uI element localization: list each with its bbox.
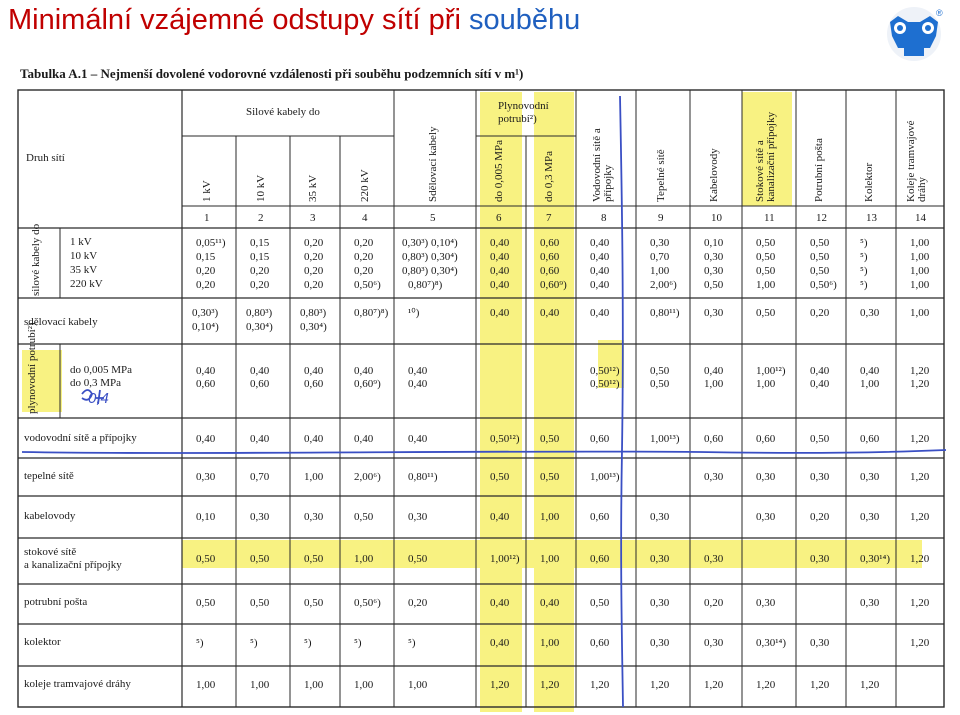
table-cell: ⁵) [354, 637, 362, 649]
column-number: 1 [204, 212, 210, 224]
row-label-35kv: 35 kV [70, 264, 98, 276]
table-cell: 0,30 [650, 637, 670, 649]
table-cell: 0,30 [860, 511, 880, 523]
table-cell: 0,60⁹) [540, 279, 567, 291]
table-cell: 1,20 [810, 679, 830, 691]
table-cell: 0,40 [590, 251, 610, 263]
table-cell: 1,20 [910, 637, 930, 649]
table-cell: ⁵) [860, 237, 868, 249]
table-cell: 1,20 [704, 679, 724, 691]
table-cell: 1,00 [860, 378, 880, 390]
table-cell: 0,60 [704, 433, 724, 445]
table-cell: 0,50 [650, 365, 670, 377]
table-cell: 0,50 [250, 597, 270, 609]
column-header: Kolektor [863, 162, 875, 202]
table-cell: 0,50 [540, 433, 560, 445]
table-cell: 0,50 [756, 237, 776, 249]
column-number: 11 [764, 212, 775, 224]
table-cell: 0,80⁷)⁸) [408, 279, 443, 291]
table-cell: 0,30 [704, 265, 724, 277]
table-cell: 0,20 [304, 251, 324, 263]
table-cell: 0,40 [490, 265, 510, 277]
table-cell: 0,40 [490, 307, 510, 319]
table-cell: 0,20 [354, 251, 374, 263]
table-cell: 0,20 [250, 265, 270, 277]
table-cell: 1,00 [354, 553, 374, 565]
table-cell: 0,40 [304, 365, 324, 377]
table-cell: 0,30 [650, 237, 670, 249]
column-header: Kabelovody [708, 148, 720, 202]
table-cell: 0,40 [250, 433, 270, 445]
table-cell: 1,20 [590, 679, 610, 691]
table-cell: 0,50 [540, 471, 560, 483]
table-cell: 0,20 [304, 237, 324, 249]
table-cell: 1,00 [540, 511, 560, 523]
table-cell: ¹⁰) [408, 307, 420, 319]
table-cell: 1,20 [910, 433, 930, 445]
table-cell: ⁵) [196, 637, 204, 649]
row-label-tepelne: tepelné sítě [24, 470, 74, 482]
row-label-stokove-1: stokové sítě [24, 546, 77, 558]
table-cell: 0,50¹²) [590, 378, 620, 390]
column-header: 10 kV [255, 174, 267, 202]
table-cell: 0,60 [540, 265, 560, 277]
table-cell: 1,00 [540, 637, 560, 649]
table-cell: 1,00 [650, 265, 670, 277]
table-cell: 1,20 [540, 679, 560, 691]
row-label-kabelovody: kabelovody [24, 510, 76, 522]
table-cell: 0,70 [250, 471, 270, 483]
table-cell: 0,30 [704, 307, 724, 319]
table-cell: 1,00 [304, 471, 324, 483]
table-cell: 0,40 [590, 237, 610, 249]
row-label-plyn-03: do 0,3 MPa [70, 377, 122, 389]
table-cell: 0,30³) 0,10⁴) [402, 237, 458, 249]
row-label-vodovod: vodovodní sítě a přípojky [24, 432, 137, 444]
column-number: 5 [430, 212, 436, 224]
table-cell: 1,00 [910, 251, 930, 263]
table-cell: 0,80³) 0,30⁴) [300, 307, 327, 333]
table-cell: 0,30 [860, 471, 880, 483]
table-cell: 0,30 [860, 307, 880, 319]
row-label-posta: potrubní pošta [24, 596, 88, 608]
column-header: 35 kV [307, 174, 319, 202]
table-cell: 0,40 [810, 365, 830, 377]
table-cell: 0,30 [408, 511, 428, 523]
table-cell: 0,40 [590, 307, 610, 319]
table-cell: 0,30 [704, 471, 724, 483]
table-cell: 0,30 [704, 553, 724, 565]
table-cell: 0,50 [196, 597, 216, 609]
table-cell: 1,20 [490, 679, 510, 691]
row-label-1kv: 1 kV [70, 236, 92, 248]
table-cell: 1,00¹²) [490, 553, 520, 565]
column-number: 2 [258, 212, 264, 224]
table-cell: 0,40 [490, 511, 510, 523]
table-cell: 1,00 [304, 679, 324, 691]
table-cell: 0,40 [590, 265, 610, 277]
table-cell: 0,50 [250, 553, 270, 565]
table-cell: 0,50¹²) [490, 433, 520, 445]
table-cell: 0,30 [860, 597, 880, 609]
table-cell: 0,30 [304, 511, 324, 523]
table-cell: 0,20 [810, 307, 830, 319]
table-cell: 0,50⁶) [810, 279, 837, 291]
table-cell: 0,60 [250, 378, 270, 390]
column-number: 14 [915, 212, 926, 224]
table-cell: 0,30 [704, 637, 724, 649]
table-cell: ⁵) [860, 251, 868, 263]
table-cell: 0,60 [540, 251, 560, 263]
table-cell: 0,50 [196, 553, 216, 565]
column-number: 6 [496, 212, 502, 224]
table-cell: 0,50 [354, 511, 374, 523]
group-header-silove: Silové kabely do [246, 106, 320, 118]
table-cell: 0,30 [704, 251, 724, 263]
column-header: 220 kV [359, 169, 371, 202]
table-cell: 1,00 [354, 679, 374, 691]
table-cell: 0,60 [590, 553, 610, 565]
table-cell: 0,60 [590, 511, 610, 523]
table-cell: 0,30 [650, 553, 670, 565]
table-cell: 0,60 [196, 378, 216, 390]
table-cell: 0,40 [704, 365, 724, 377]
table-cell: 0,40 [196, 433, 216, 445]
table-cell: 0,30 [756, 597, 776, 609]
column-number: 4 [362, 212, 368, 224]
table-cell: 0,30 [650, 511, 670, 523]
table-cell: 0,50⁶) [354, 279, 381, 291]
table-cell: 1,00 [540, 553, 560, 565]
table-cell: 0,50 [490, 471, 510, 483]
row-label-10kv: 10 kV [70, 250, 98, 262]
side-label-plyn: plynovodní potrubí²) [26, 322, 38, 414]
table-cell: 0,30 [810, 553, 830, 565]
slide-title-text: Minimální vzájemné odstupy sítí při [8, 4, 469, 36]
table-cell: 0,60 [304, 378, 324, 390]
table-cell: 0,40 [354, 433, 374, 445]
table-cell: 0,40 [490, 279, 510, 291]
table-cell: 1,00 [408, 679, 428, 691]
table-cell: 0,30 [810, 637, 830, 649]
row-label-stokove-2: a kanalizační přípojky [24, 559, 122, 571]
table-cell: 1,20 [756, 679, 776, 691]
table-cell: 0,30 [250, 511, 270, 523]
column-header: Sdělovací kabely [427, 126, 439, 202]
table-cell: 0,15 [250, 251, 270, 263]
table-cell: 0,40 [490, 251, 510, 263]
table-cell: 0,50 [756, 265, 776, 277]
table-cell: 0,30³) 0,10⁴) [192, 307, 219, 333]
table-cell: ⁵) [860, 279, 868, 291]
column-number: 12 [816, 212, 827, 224]
table-cell: 0,40 [860, 365, 880, 377]
table-cell: 0,50 [650, 378, 670, 390]
table-cell: 0,40 [590, 279, 610, 291]
table-cell: 0,15 [250, 237, 270, 249]
table-cell: 0,60 [540, 237, 560, 249]
table-cell: 0,50 [810, 237, 830, 249]
table-cell: 0,30 [756, 471, 776, 483]
column-header: Stokové sítě a kanalizační přípojky [754, 111, 777, 202]
row-label-sdelovaci: sdělovací kabely [24, 316, 98, 328]
table-cell: 0,60 [860, 433, 880, 445]
table-cell: 0,30 [650, 597, 670, 609]
table-cell: 1,00 [250, 679, 270, 691]
table-cell: 1,20 [910, 471, 930, 483]
table-cell: 0,40 [540, 597, 560, 609]
column-header: Vodovodní sítě a přípojky [591, 128, 614, 202]
row-label-kolektor: kolektor [24, 636, 61, 648]
table-cell: 0,40 [196, 365, 216, 377]
table-cell: 0,40 [490, 237, 510, 249]
table-cell: 0,05¹¹) [196, 237, 226, 249]
column-header: Tepelné sítě [655, 149, 667, 202]
table-cell: 0,60 [756, 433, 776, 445]
table-cell: 0,40 [490, 637, 510, 649]
table-cell: 1,00 [196, 679, 216, 691]
corner-label: Druh sítí [26, 152, 65, 164]
table-cell: 0,30 [196, 471, 216, 483]
column-header: do 0,3 MPa [543, 150, 555, 202]
table-cell: 0,40 [490, 597, 510, 609]
table-cell: 0,80¹¹) [408, 471, 438, 483]
table-cell: 0,50 [756, 307, 776, 319]
table-cell: 0,50 [810, 433, 830, 445]
table-cell: 1,20 [650, 679, 670, 691]
table-cell: 0,20 [810, 511, 830, 523]
table-cell: 0,50⁶) [354, 597, 381, 609]
table-cell: 1,20 [910, 378, 930, 390]
table-cell: 0,50 [810, 265, 830, 277]
column-number: 13 [866, 212, 877, 224]
table-cell: 0,40 [250, 365, 270, 377]
table-cell: 0,40 [540, 307, 560, 319]
table-cell: 1,00¹²) [756, 365, 786, 377]
table-cell: 1,20 [860, 679, 880, 691]
table-cell: 0,20 [354, 237, 374, 249]
slide-title-highlight: souběhu [468, 4, 581, 36]
table-cell: 1,00 [910, 307, 930, 319]
logo-registered-mark: ® [936, 8, 943, 18]
table-cell: 1,00¹³) [650, 433, 680, 445]
table-cell: 0,10 [704, 237, 724, 249]
yellow-highlights [22, 92, 922, 712]
table-cell: 0,20 [408, 597, 428, 609]
table-cell: 2,00⁶) [354, 471, 381, 483]
column-number: 9 [658, 212, 664, 224]
table-cell: 1,00 [704, 378, 724, 390]
table-cell: 0,50 [810, 251, 830, 263]
table-cell: ⁵) [304, 637, 312, 649]
table-cell: 0,70 [650, 251, 670, 263]
row-label-plyn-005: do 0,005 MPa [70, 364, 133, 376]
table-cell: 0,50 [590, 597, 610, 609]
row-label-koleje: koleje tramvajové dráhy [24, 678, 131, 690]
table-caption: Tabulka A.1 – Nejmenší dovolené vodorovné vzdálenosti při souběhu podzemních sítí v m¹) [20, 66, 524, 81]
row-label-220kv: 220 kV [70, 278, 103, 290]
table-cell: 0,20 [250, 279, 270, 291]
table-cell: 0,20 [196, 265, 216, 277]
table-cell: ⁵) [860, 265, 868, 277]
table-cell: 0,20 [354, 265, 374, 277]
table-cell: ⁵) [408, 637, 416, 649]
column-number: 8 [601, 212, 607, 224]
table-cell: 0,40 [408, 433, 428, 445]
table-cell: 0,40 [304, 433, 324, 445]
table-cell: 0,50 [304, 597, 324, 609]
table-cell: 2,00⁶) [650, 279, 677, 291]
table-cell: 0,40 [408, 365, 428, 377]
table-cell: 0,15 [196, 251, 216, 263]
table-cell: 0,20 [304, 265, 324, 277]
table-cell: 1,00 [756, 279, 776, 291]
table-cell: 1,20 [910, 597, 930, 609]
table-cell: 1,00 [910, 279, 930, 291]
side-label-silove: silové kabely do [30, 223, 42, 296]
table-cell: 0,80¹¹) [650, 307, 680, 319]
table-cell: 0,20 [196, 279, 216, 291]
table-cell: 0,40 [354, 365, 374, 377]
table-cell: 1,20 [910, 365, 930, 377]
table-cell: 0,50 [408, 553, 428, 565]
table-cell: 1,00 [756, 378, 776, 390]
table-cell: 0,40 [408, 378, 428, 390]
table-cell: 0,20 [704, 597, 724, 609]
table-cell: 0,80³) 0,30⁴) [246, 307, 273, 333]
table-cell: ⁵) [250, 637, 258, 649]
table-cell: 0,10 [196, 511, 216, 523]
table-cell: 0,60 [590, 637, 610, 649]
table-cell: 0,50 [304, 553, 324, 565]
column-header: 1 kV [201, 180, 213, 202]
table-cell: 0,80⁷)⁸) [354, 307, 389, 319]
table-cell: 1,00 [910, 237, 930, 249]
group-header-plyn: Plynovodní potrubí²) [498, 100, 549, 125]
table-cell: 0,50 [756, 251, 776, 263]
column-number: 3 [310, 212, 316, 224]
table-cell: 0,20 [304, 279, 324, 291]
table-cell: 0,30¹⁴) [756, 637, 787, 649]
column-header: Koleje tramvajové dráhy [905, 120, 928, 202]
table-cell: 0,30 [756, 511, 776, 523]
column-number: 10 [711, 212, 722, 224]
column-header: do 0,005 MPa [493, 139, 505, 202]
table-cell: 1,20 [910, 511, 930, 523]
column-number: 7 [546, 212, 552, 224]
table-cell: 1,00¹³) [590, 471, 620, 483]
table-cell: 0,30¹⁴) [860, 553, 891, 565]
table-cell: 0,50¹²) [590, 365, 620, 377]
table-cell: 0,60 [590, 433, 610, 445]
table-cell: 1,20 [910, 553, 930, 565]
table-cell: 0,50 [704, 279, 724, 291]
handwritten-note: 0,4 [88, 390, 109, 407]
column-header: Potrubní pošta [813, 138, 825, 202]
table-cell: 0,40 [810, 378, 830, 390]
table-cell: 1,00 [910, 265, 930, 277]
table-cell: 0,80³) 0,30⁴) [402, 265, 458, 277]
table-cell: 0,60⁹) [354, 378, 381, 390]
table-cell: 0,80³) 0,30⁴) [402, 251, 458, 263]
table-cell: 0,30 [810, 471, 830, 483]
